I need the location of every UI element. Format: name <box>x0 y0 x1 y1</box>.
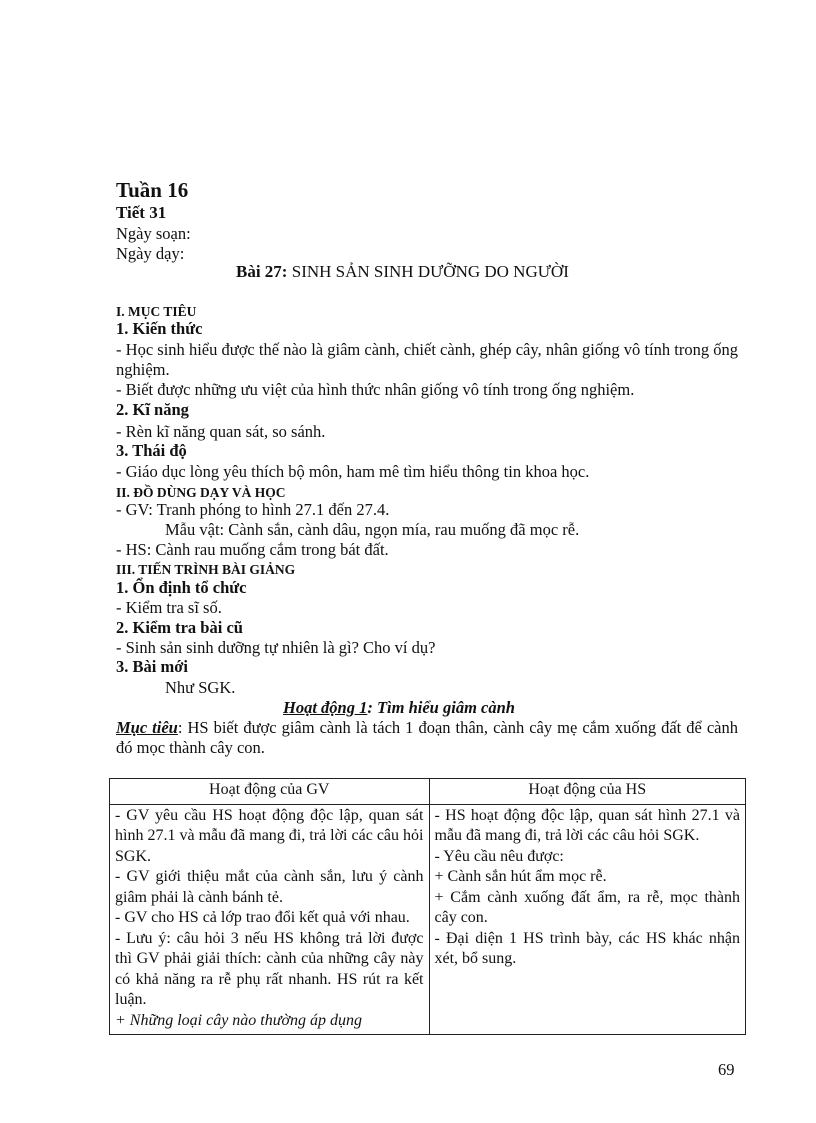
attitude-item-1: - Giáo dục lòng yêu thích bộ môn, ham mê tìm hiểu thông tin khoa học. <box>116 462 590 481</box>
attitude-heading: 3. Thái độ <box>116 441 187 460</box>
hs-line: + Cành sắn hút ẩm mọc rễ. <box>434 868 607 885</box>
gv-line: - GV cho HS cả lớp trao đổi kết quả với nhau. <box>115 909 410 926</box>
table-row <box>110 804 746 1035</box>
step2-text: - Sinh sản sinh dưỡng tự nhiên là gì? Cho ví dụ? <box>116 638 436 657</box>
skills-heading: 2. Kĩ năng <box>116 400 189 419</box>
step3-heading: 3. Bài mới <box>116 657 188 676</box>
activity1-title-rest: : Tìm hiểu giâm cành <box>367 698 515 717</box>
hs-line: - Yêu cầu nêu được: <box>434 847 564 865</box>
lesson-title <box>236 262 569 282</box>
knowledge-heading: 1. Kiến thức <box>116 319 203 338</box>
skills-item-1: - Rèn kĩ năng quan sát, so sánh. <box>116 422 326 441</box>
period-heading: Tiết 31 <box>116 203 167 222</box>
hs-line: - HS hoạt động độc lập, quan sát hình 27.1 và mẫu đã mang đi, trả lời các câu hỏi SGK. <box>434 806 740 844</box>
gv-line: - GV giới thiệu mắt của cành sắn, lưu ý cành giâm phải là cành bánh tẻ. <box>115 868 424 906</box>
objectives-heading: I. MỤC TIÊU <box>116 304 197 319</box>
knowledge-item-1: - Học sinh hiểu được thế nào là giâm cành, chiết cành, ghép cây, nhân giống vô tính trong ống nghiệm. <box>116 340 738 379</box>
materials-heading: II. ĐỒ DÙNG DẠY VÀ HỌC <box>116 485 286 500</box>
lesson-name: SINH SẢN SINH DƯỠNG DO NGƯỜI <box>291 262 569 281</box>
hs-line: + Cắm cành xuống đất ẩm, ra rễ, mọc thành cây con. <box>434 888 740 926</box>
page-number: 69 <box>718 1060 735 1079</box>
step1-text: - Kiểm tra sĩ số. <box>116 598 222 617</box>
gv-line: - GV yêu cầu HS hoạt động độc lập, quan sát hình 27.1 và mẫu đã mang đi, trả lời các câu hỏi SGK. <box>115 806 424 865</box>
gv-italic-line: + Những loại cây nào thường áp dụng <box>115 1011 362 1029</box>
gv-column-header: Hoạt động của GV <box>110 779 430 805</box>
hs-column-header: Hoạt động của HS <box>429 779 746 805</box>
objective-label: Mục tiêu <box>116 718 178 737</box>
step2-heading: 2. Kiểm tra bài cũ <box>116 618 243 637</box>
knowledge-item-2: - Biết được những ưu việt của hình thức nhân giống vô tính trong ống nghiệm. <box>116 380 635 399</box>
week-heading: Tuần 16 <box>116 178 189 202</box>
materials-gv-samples: Mẫu vật: Cành sắn, cành dâu, ngọn mía, rau muống đã mọc rễ. <box>165 520 580 539</box>
activity1-title-prefix: Hoạt động 1 <box>283 698 368 717</box>
gv-cell <box>110 804 430 1035</box>
step1-heading: 1. Ổn định tổ chức <box>116 578 247 597</box>
prep-date: Ngày soạn: <box>116 224 191 243</box>
materials-hs: - HS: Cành rau muống cắm trong bát đất. <box>116 540 389 559</box>
gv-line: - Lưu ý: câu hỏi 3 nếu HS không trả lời được thì GV phải giải thích: cành của những cây này có khả năng ra rễ phụ rất nhanh. HS rút ra kết luận. <box>115 929 424 1008</box>
teach-date: Ngày dạy: <box>116 244 185 263</box>
activity1-objective <box>116 718 738 758</box>
objective-text: : HS biết được giâm cành là tách 1 đoạn thân, cành cây mẹ cắm xuống đất để cành đó mọc thành cây con. <box>116 718 738 757</box>
materials-gv: - GV: Tranh phóng to hình 27.1 đến 27.4. <box>116 500 390 519</box>
process-heading: III. TIẾN TRÌNH BÀI GIẢNG <box>116 562 296 577</box>
table-header-row <box>110 779 746 805</box>
activity1-title <box>283 698 515 718</box>
step3-text: Như SGK. <box>165 678 236 697</box>
hs-cell <box>429 804 746 1035</box>
lesson-number: Bài 27: <box>236 262 288 281</box>
hs-line: - Đại diện 1 HS trình bày, các HS khác nhận xét, bổ sung. <box>434 929 740 967</box>
activity-table <box>109 778 746 1035</box>
